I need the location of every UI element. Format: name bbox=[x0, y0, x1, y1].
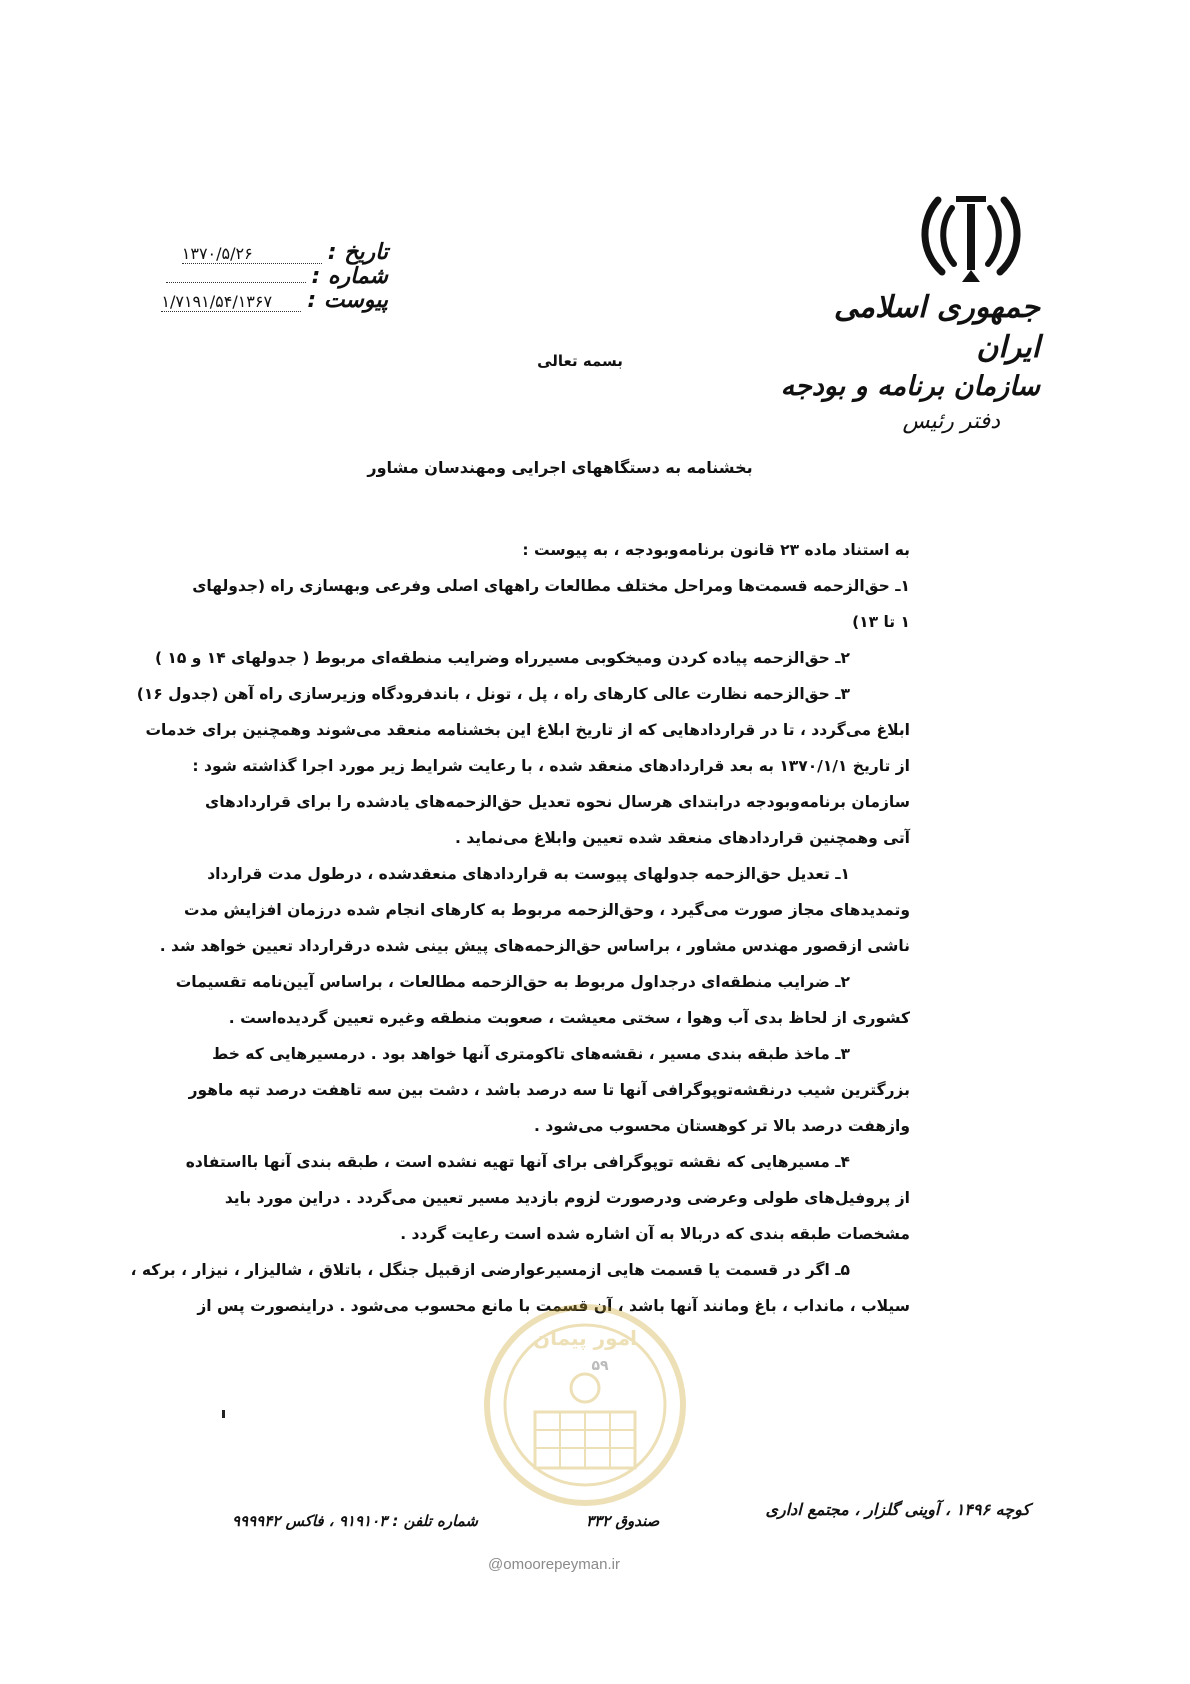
body-line: بزرگترین شیب درنقشه‌توپوگرافی آنها تا سه درصد باشد ، دشت بین سه تاهفت درصد تپه ماهور bbox=[188, 1081, 910, 1099]
organization-header bbox=[780, 288, 1040, 438]
reference-block bbox=[161, 240, 388, 313]
body-line: آتی وهمچنین قراردادهای منعقد شده تعیین وابلاغ می‌نماید . bbox=[455, 829, 910, 847]
body-line: مشخصات طبقه بندی که دربالا به آن اشاره شده است رعایت گردد . bbox=[400, 1225, 910, 1243]
omoore-peyman-seal-icon bbox=[480, 1300, 690, 1510]
body-line: ۱ـ حق‌الزحمه قسمت‌ها ومراحل مختلف مطالعات راههای اصلی وفرعی وبهسازی راه (جدولهای bbox=[192, 577, 910, 595]
body-line: وازهفت درصد بالا تر کوهستان محسوب می‌شود . bbox=[534, 1117, 910, 1135]
footer-phone: شماره تلفن : ۹۱۹۱۰۳ ، فاکس ۹۹۹۹۴۲ bbox=[232, 1512, 478, 1530]
body-line: ۵ـ اگر در قسمت یا قسمت هایی ازمسیرعوارضی ازقبیل جنگل ، باتلاق ، شالیزار ، نیزار ، برکه ، bbox=[130, 1261, 850, 1279]
body-line: از پروفیل‌های طولی وعرضی ودرصورت لزوم بازدید مسیر تعیین می‌گردد . دراین مورد باید bbox=[224, 1189, 910, 1207]
body-line: ابلاغ می‌گردد ، تا در قراردادهایی که از تاریخ ابلاغ این بخشنامه منعقد می‌شوند وهمچنین برای خدمات bbox=[145, 721, 910, 739]
date-label: تاریخ : bbox=[327, 240, 388, 265]
body-line: ناشی ازقصور مهندس مشاور ، براساس حق‌الزحمه‌های پیش بینی شده درقرارداد تعیین خواهد شد . bbox=[159, 937, 910, 955]
body-line: سازمان برنامه‌وبودجه درابتدای هرسال نحوه تعدیل حق‌الزحمه‌های یادشده را برای قراردادهای bbox=[205, 793, 910, 811]
body-line: به استناد ماده ۲۳ قانون برنامه‌وبودجه ، به پیوست : bbox=[522, 541, 910, 559]
body-line: ۳ـ ماخذ طبقه بندی مسیر ، نقشه‌های تاکومتری آنها خواهد بود . درمسیرهایی که خط bbox=[212, 1045, 850, 1063]
attachment-row bbox=[161, 288, 388, 313]
margin-mark bbox=[222, 1410, 225, 1418]
page-number: ۵۹ bbox=[591, 1358, 609, 1374]
date-value: ۱۳۷۰/۵/۲۶ bbox=[182, 244, 322, 264]
attachment-value: ۱/۷۱۹۱/۵۴/۱۳۶۷ bbox=[161, 292, 301, 312]
document-subject: بخشنامه به دستگاههای اجرایی ومهندسان مشاور bbox=[367, 458, 753, 477]
seal-text: امور پیمان bbox=[533, 1326, 637, 1350]
country-name: جمهوری اسلامی ایران bbox=[833, 290, 1040, 365]
attachment-label: پیوست : bbox=[307, 288, 388, 313]
iran-emblem-icon bbox=[916, 190, 1026, 290]
body-line: ۱ تا ۱۳) bbox=[852, 613, 910, 631]
footer-box: صندوق ۳۳۲ bbox=[586, 1512, 660, 1530]
body-line: ۴ـ مسیرهایی که نقشه توپوگرافی برای آنها تهیه نشده است ، طبقه بندی آنها بااستفاده bbox=[185, 1153, 850, 1171]
number-value bbox=[166, 282, 306, 283]
date-row bbox=[178, 240, 388, 264]
body-line: سیلاب ، مانداب ، باغ ومانند آنها باشد ، آن قسمت با مانع محسوب می‌شود . دراینصورت پس از bbox=[197, 1297, 910, 1315]
body-line: ۱ـ تعدیل حق‌الزحمه جدولهای پیوست به قراردادهای منعقدشده ، درطول مدت قرارداد bbox=[207, 865, 850, 883]
body-line: وتمدیدهای مجاز صورت می‌گیرد ، وحق‌الزحمه مربوط به کارهای انجام شده درزمان افزایش مدت bbox=[184, 901, 910, 919]
footer-address: کوچه ۱۴۹۶ ، آوینی گلزار ، مجتمع اداری bbox=[765, 1500, 1030, 1519]
body-line: ۲ـ حق‌الزحمه پیاده کردن ومیخکوبی مسیرراه وضرایب منطقه‌ای مربوط ( جدولهای ۱۴ و ۱۵ ) bbox=[154, 649, 850, 667]
bismillah: بسمه تعالی bbox=[537, 352, 623, 370]
ministry-name: سازمان برنامه و بودجه bbox=[780, 371, 1040, 402]
number-row bbox=[178, 264, 388, 288]
number-label: شماره : bbox=[311, 264, 388, 289]
body-line: ۳ـ حق‌الزحمه نظارت عالی کارهای راه ، پل ، تونل ، باندفرودگاه وزیرسازی راه آهن (جدول ۱۶) bbox=[136, 685, 850, 703]
body-line: ۲ـ ضرایب منطقه‌ای درجداول مربوط به حق‌الزحمه مطالعات ، براساس آیین‌نامه تقسیمات bbox=[175, 973, 850, 991]
office-name: دفتر رئیس bbox=[902, 409, 1000, 434]
body-line: کشوری از لحاظ بدی آب وهوا ، سختی معیشت ، صعوبت منطقه وغیره تعیین گردیده‌است . bbox=[228, 1009, 910, 1027]
watermark-text: @omoorepeyman.ir bbox=[488, 1556, 620, 1573]
document-body bbox=[130, 532, 910, 1324]
body-line: از تاریخ ۱۳۷۰/۱/۱ به بعد قراردادهای منعقد شده ، با رعایت شرایط زیر مورد اجرا گذاشته شود : bbox=[192, 757, 910, 775]
